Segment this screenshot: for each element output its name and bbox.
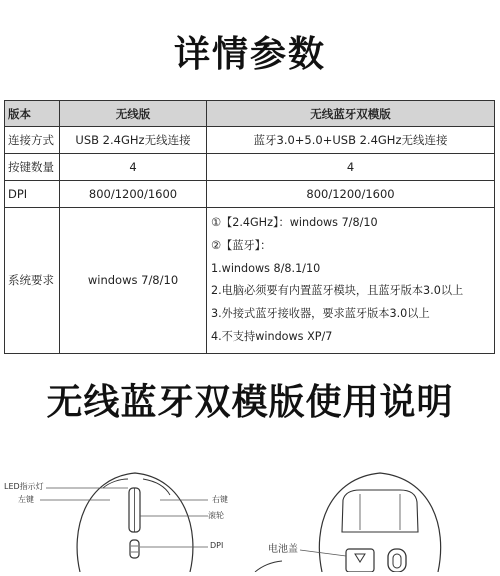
- requirement-line: 4.不支持windows XP/7: [211, 329, 333, 343]
- table-row: [5, 127, 495, 154]
- requirement-line: 3.外接式蓝牙接收器，要求蓝牙版本3.0以上: [211, 307, 430, 321]
- label-battery-cover: 电池盖: [268, 544, 298, 555]
- label-left-key: 左键: [18, 495, 34, 504]
- cell-dual-mode: 800/1200/1600: [207, 181, 495, 208]
- table-row: [5, 181, 495, 208]
- label-dpi-button: DPI: [210, 541, 224, 550]
- requirement-line: 2.电脑必须要有内置蓝牙模块，且蓝牙版本3.0以上: [211, 284, 464, 298]
- row-label: 系统要求: [5, 208, 60, 354]
- row-label: DPI: [5, 181, 60, 208]
- mouse-diagram-svg: [0, 470, 500, 572]
- cell-dual-mode: 4: [207, 154, 495, 181]
- label-led-indicator: LED指示灯: [4, 482, 44, 491]
- row-label: 按键数量: [5, 154, 60, 181]
- requirement-line: ②【蓝牙】：: [211, 238, 272, 252]
- label-leaders-right: [140, 500, 208, 547]
- mouse-diagram: [0, 470, 500, 572]
- cell-dual-mode-requirements: [207, 208, 495, 354]
- table-header-row: [5, 101, 495, 127]
- mouse-bottom-view-illustration: [255, 473, 441, 572]
- table-row-system: [5, 208, 495, 354]
- section-title-instructions: 无线蓝牙双模版使用说明: [46, 382, 454, 423]
- cell-wireless: USB 2.4GHz无线连接: [60, 127, 207, 154]
- header-wireless: 无线版: [60, 101, 207, 127]
- section-title-specs: 详情参数: [173, 34, 326, 75]
- header-dual-mode: 无线蓝牙双模版: [207, 101, 495, 127]
- table-row: [5, 154, 495, 181]
- cell-dual-mode: 蓝牙3.0+5.0+USB 2.4GHz无线连接: [207, 127, 495, 154]
- label-leader-battery: [300, 550, 346, 556]
- header-version-label: 版本: [5, 101, 60, 127]
- label-scroll-wheel: 滚轮: [208, 511, 224, 520]
- requirement-line: 1.windows 8/8.1/10: [211, 261, 321, 275]
- spec-table: [4, 100, 495, 354]
- row-label: 连接方式: [5, 127, 60, 154]
- label-right-key: 右键: [212, 495, 228, 504]
- cell-wireless: 4: [60, 154, 207, 181]
- cell-wireless: 800/1200/1600: [60, 181, 207, 208]
- cell-wireless: windows 7/8/10: [60, 208, 207, 354]
- requirement-line: ①【2.4GHz】：windows 7/8/10: [211, 216, 378, 229]
- label-leaders-left: [40, 488, 128, 500]
